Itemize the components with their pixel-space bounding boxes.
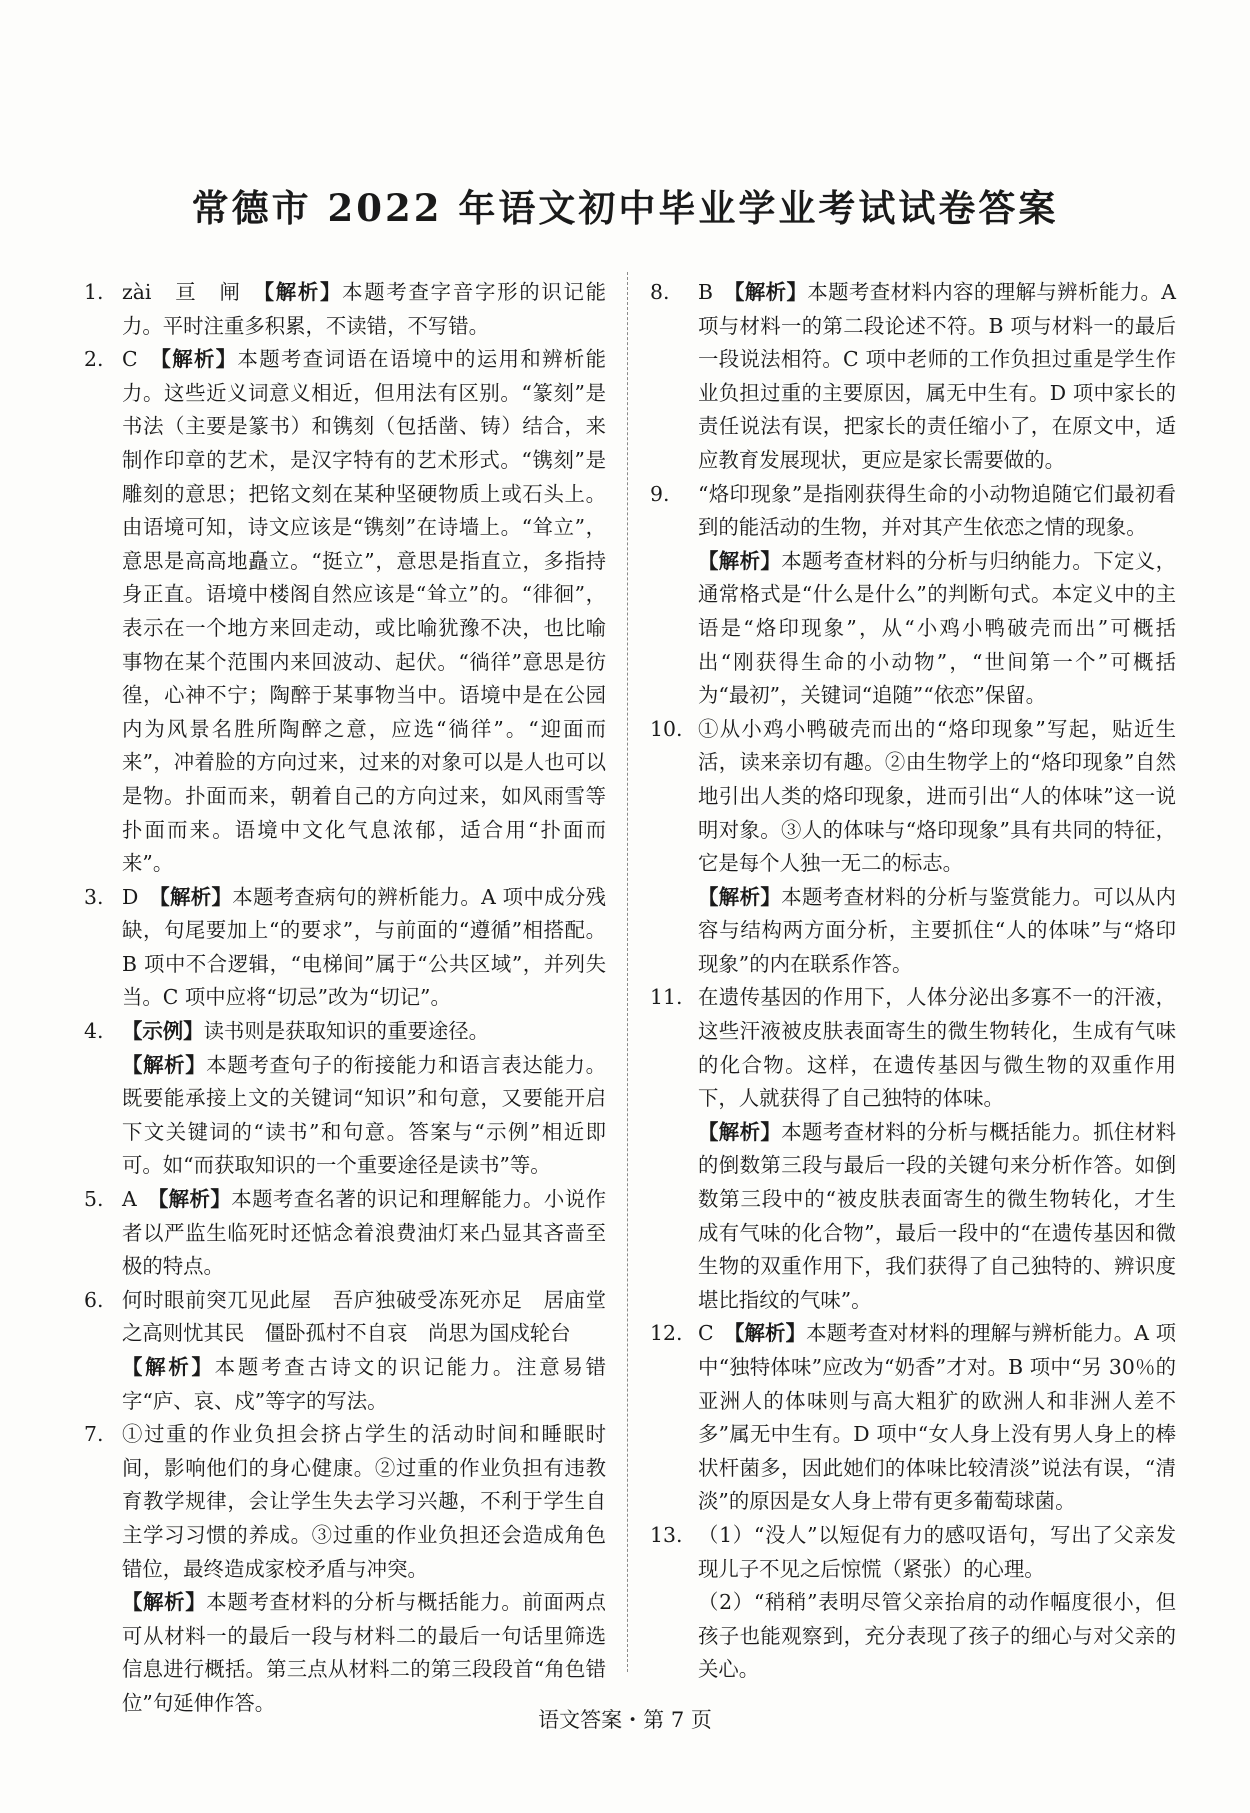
analysis-line <box>698 1116 1176 1318</box>
page-title: 常德市 2022 年语文初中毕业学业考试试卷答案 <box>191 186 1059 230</box>
answer: C <box>122 347 161 372</box>
answer-item-1 <box>84 276 606 343</box>
analysis-text: 本题考查字音字形的识记能力。平时注重多积累，不读错，不写错。 <box>122 280 606 338</box>
answer-item-13 <box>650 1519 1176 1687</box>
example-line <box>122 1015 606 1049</box>
analysis-tag: 【解析】 <box>698 884 782 909</box>
analysis-tag: 【解析】 <box>698 548 782 573</box>
item-number: 3. <box>84 884 104 909</box>
answer-line: 在遗传基因的作用下，人体分泌出多寡不一的汗液，这些汗液被皮肤表面寄生的微生物转化，生成有气味的化合物。这样，在遗传基因与微生物的双重作用下，人就获得了自己独特的体味。 <box>698 985 1176 1111</box>
analysis-tag: 【解析】 <box>122 1355 215 1379</box>
analysis-text: 本题考查材料的分析与鉴赏能力。可以从内容与结构两方面分析，主要抓住“人的体味”与“烙印现象”的内在联系作答。 <box>698 884 1176 976</box>
analysis-text: 本题考查材料的分析与概括能力。抓住材料的倒数第三段与最后一段的关键句来分析作答。如倒数第三段中的“被皮肤表面寄生的微生物转化，才生成有气味的化合物”，最后一段中的“在遗传基因和微生物的双重作用下，我们获得了自己独特的、辨识度堪比指纹的气味”。 <box>698 1119 1176 1312</box>
answer-line: ①过重的作业负担会挤占学生的活动时间和睡眠时间，影响他们的身心健康。②过重的作业负担有违教育教学规律，会让学生失去学习兴趣，不利于学生自主学习习惯的养成。③过重的作业负担还会造成角色错位，最终造成家校矛盾与冲突。 <box>122 1422 606 1581</box>
analysis-tag: 【解析】 <box>122 1590 207 1615</box>
item-number: 4. <box>84 1019 104 1044</box>
answer-line-2: （2）“稍稍”表明尽管父亲抬肩的动作幅度很小，但孩子也能观察到，充分表现了孩子的细心与对父亲的关心。 <box>698 1590 1176 1682</box>
answer-item-6 <box>84 1284 606 1418</box>
item-number: 10. <box>650 716 683 741</box>
answer-item-9 <box>650 478 1176 713</box>
right-column <box>650 276 1176 1687</box>
item-number: 2. <box>84 347 104 372</box>
analysis-line <box>698 545 1176 713</box>
answer: C <box>698 1321 735 1346</box>
item-number: 12. <box>650 1321 683 1346</box>
answer: zài 亘 闸 <box>122 280 264 304</box>
analysis-text: 本题考查句子的衔接能力和语言表达能力。既要能承接上文的关键词“知识”和句意，又要能开启下文关键词的“读书”和句意。答案与“示例”相近即可。如“而获取知识的一个重要途径是读书”等。 <box>122 1052 607 1178</box>
answer: A <box>122 1187 159 1212</box>
answer-line: （1）“没人”以短促有力的感叹语句，写出了父亲发现儿子不见之后惊慌（紧张）的心理。 <box>698 1522 1176 1581</box>
analysis-text: 本题考查材料的分析与归纳能力。下定义，通常格式是“什么是什么”的判断句式。本定义中的主语是“烙印现象”，从“小鸡小鸭破壳而出”可概括出“刚获得生命的小动物”，“世间第一个”可概括为“最初”，关键词“追随”“依恋”保留。 <box>698 548 1176 708</box>
item-number: 5. <box>84 1187 104 1212</box>
analysis-tag: 【解析】 <box>734 1321 807 1346</box>
analysis-tag: 【解析】 <box>158 1187 232 1212</box>
item-number: 8. <box>650 280 670 304</box>
answer-item-8 <box>650 276 1176 478</box>
analysis-line <box>122 1351 606 1418</box>
example-tag: 【示例】 <box>122 1019 204 1044</box>
item-number: 13. <box>650 1522 683 1547</box>
answer-item-7 <box>84 1418 606 1720</box>
analysis-tag: 【解析】 <box>160 347 238 372</box>
analysis-text: 本题考查对材料的理解与辨析能力。A 项中“独特体味”应改为“奶香”才对。B 项中“另 30％的亚洲人的体味则与高大粗犷的欧洲人和非洲人差不多”属无中生有。D 项中“女人身上没有男人身上的棒状杆菌多，因此她们的体味比较清淡”说法有误，“清淡”的原因是女人身上带有更多葡萄球菌。 <box>698 1321 1176 1514</box>
answer-item-4 <box>84 1015 606 1183</box>
answer-item-10 <box>650 713 1176 982</box>
analysis-tag: 【解析】 <box>122 1052 207 1077</box>
page-footer: 语文答案・第 7 页 <box>538 1708 712 1732</box>
analysis-text: 本题考查古诗文的识记能力。注意易错字“庐、哀、戍”等字的写法。 <box>122 1355 607 1413</box>
left-column <box>84 276 606 1721</box>
analysis-tag: 【解析】 <box>159 884 233 909</box>
analysis-text: 本题考查词语在语境中的运用和辨析能力。这些近义词意义相近，但用法有区别。“篆刻”是书法（主要是篆书）和镌刻（包括凿、铸）结合，来制作印章的艺术，是汉字特有的艺术形式。“镌刻”是雕刻的意思；把铭文刻在某种坚硬物质上或石头上。由语境可知，诗文应该是“镌刻”在诗墙上。“耸立”，意思是高高地矗立。“挺立”，意思是指直立，多指持身正直。语境中楼阁自然应该是“耸立”的。“徘徊”，表示在一个地方来回走动，或比喻犹豫不决，也比喻事物在某个范围内来回波动、起伏。“徜徉”意思是彷徨，心神不宁；陶醉于某事物当中。语境中是在公园内为风景名胜所陶醉之意，应选“徜徉”。“迎面而来”，冲着脸的方向过来，过来的对象可以是人也可以是物。扑面而来，朝着自己的方向过来，如风雨雪等扑面而来。语境中文化气息浓郁，适合用“扑面而来”。 <box>122 347 606 876</box>
analysis-text: 本题考查材料内容的理解与辨析能力。A 项与材料一的第二段论述不符。B 项与材料一的最后一段说法相符。C 项中老师的工作负担过重是学生作业负担过重的主要原因，属无中生有。D 项中家长的责任说法有误，把家长的责任缩小了，在原文中，适应教育发展现状，更应是家长需要做的。 <box>698 280 1176 472</box>
example-text: 读书则是获取知识的重要途径。 <box>203 1019 490 1044</box>
analysis-tag: 【解析】 <box>734 280 808 304</box>
column-divider <box>627 272 628 1672</box>
answer: D <box>122 884 160 909</box>
answer-item-3 <box>84 881 606 1015</box>
item-number: 7. <box>84 1422 104 1447</box>
item-number: 9. <box>650 481 670 506</box>
answer-line: “烙印现象”是指刚获得生命的小动物追随它们最初看到的能活动的生物，并对其产生依恋之情的现象。 <box>698 481 1176 540</box>
analysis-line <box>698 881 1176 982</box>
item-number: 1. <box>84 280 104 304</box>
answer-item-12 <box>650 1317 1176 1519</box>
answer-item-2 <box>84 343 606 881</box>
answer-item-11 <box>650 981 1176 1317</box>
analysis-line <box>122 1049 606 1183</box>
item-number: 11. <box>650 985 683 1010</box>
analysis-text: 本题考查材料的分析与概括能力。前面两点可从材料一的最后一段与材料二的最后一句话里筛选信息进行概括。第三点从材料二的第三段段首“角色错位”句延伸作答。 <box>122 1590 607 1715</box>
analysis-tag: 【解析】 <box>698 1119 782 1144</box>
analysis-text: 本题考查名著的识记和理解能力。小说作者以严监生临死时还惦念着浪费油灯来凸显其吝啬至极的特点。 <box>122 1187 606 1279</box>
item-number: 6. <box>84 1287 104 1312</box>
analysis-tag: 【解析】 <box>263 280 343 304</box>
analysis-text: 本题考查病句的辨析能力。A 项中成分残缺，句尾要加上“的要求”，与前面的“遵循”相搭配。B 项中不合逻辑，“电梯间”属于“公共区域”，并列失当。C 项中应将“切忌”改为“切记”。 <box>122 884 606 1010</box>
analysis-line <box>122 1586 606 1720</box>
answer: B <box>698 280 735 304</box>
answer-line: ①从小鸡小鸭破壳而出的“烙印现象”写起，贴近生活，读来亲切有趣。②由生物学上的“烙印现象”自然地引出人类的烙印现象，进而引出“人的体味”这一说明对象。③人的体味与“烙印现象”具有共同的特征，它是每个人独一无二的标志。 <box>698 716 1176 876</box>
answer-line: 何时眼前突兀见此屋 吾庐独破受冻死亦足 居庙堂之高则忧其民 僵卧孤村不自哀 尚思为国戍轮台 <box>122 1287 606 1346</box>
answer-item-5 <box>84 1183 606 1284</box>
